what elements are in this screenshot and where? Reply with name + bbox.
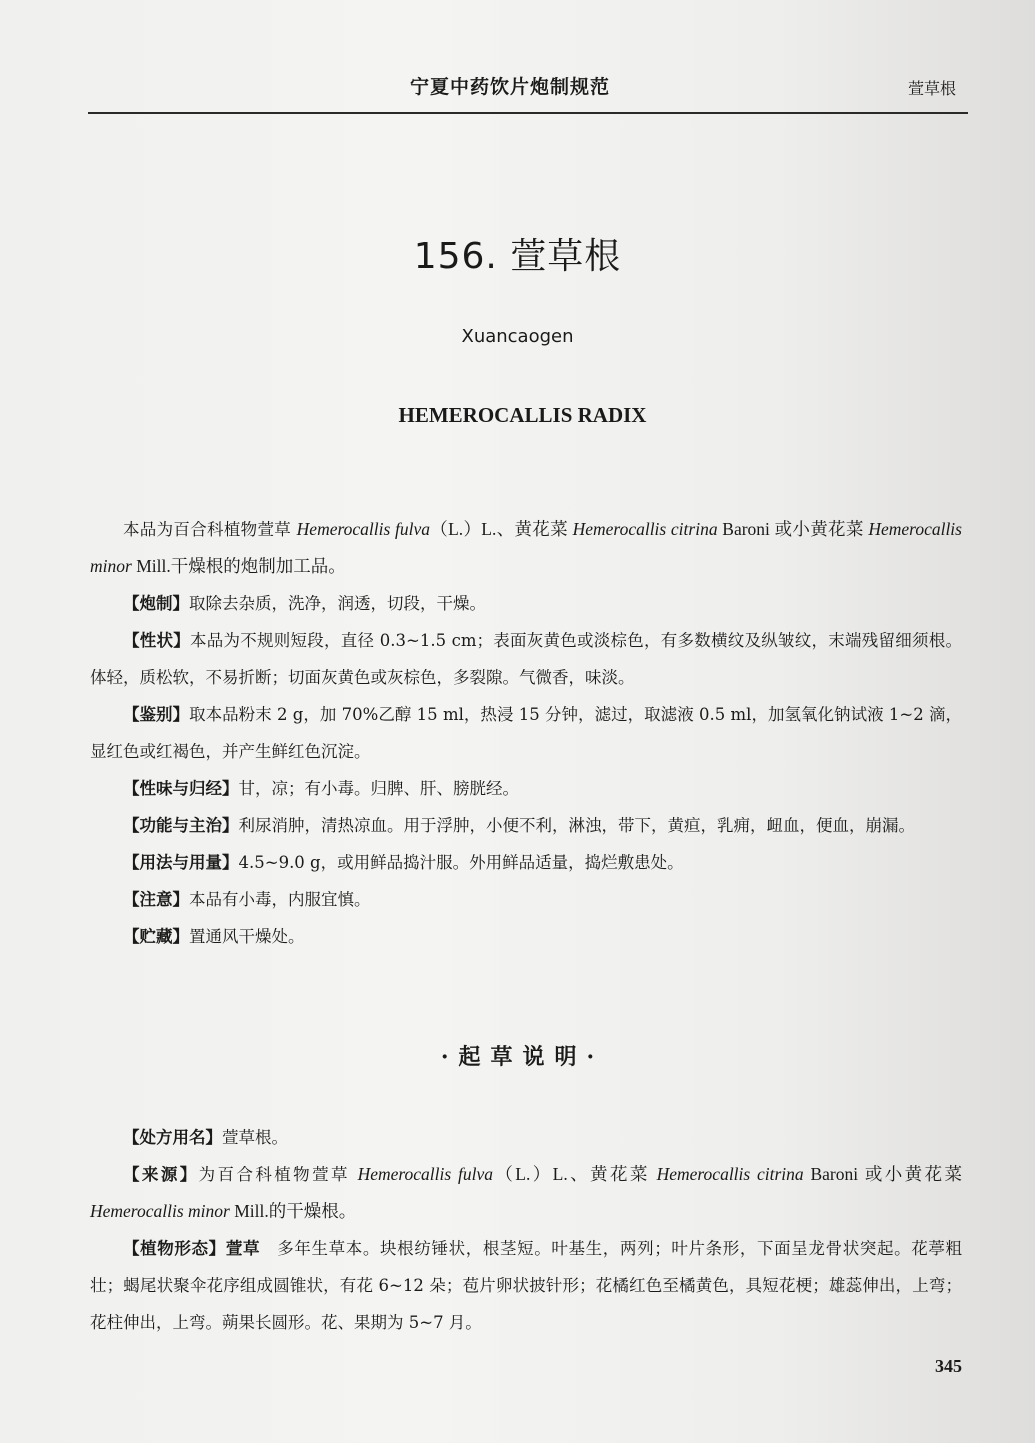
section-tag: 【来源】 [123,1165,199,1184]
section-text: 取除去杂质，洗净，润透，切段，干燥。 [189,594,486,613]
drafting-notes-title: ·起草说明· [440,1044,605,1070]
section-tag: 【注意】 [123,890,189,909]
section-text: 多年生草本。块根纺锤状，根茎短。叶基生，两列；叶片条形，下面呈龙骨状突起。花葶粗壮；蝎尾状聚伞花序组成圆锥状，有花 6~12 朵；苞片卵状披针形；花橘红色至橘黄色，具短花梗；雄蕊伸出，上弯；花柱伸出，上弯。蒴果长圆形。花、果期为 5~7 月。 [90,1239,963,1332]
species-name: Hemerocallis fulva [296,519,430,539]
pinyin-name: Xuancaogen [461,326,574,347]
running-header [90,72,962,112]
plant-subject: 萱草 [225,1239,261,1258]
species-name: Hemerocallis minor [90,519,962,576]
section-text: 为百合科植物萱草 [198,1165,358,1184]
section-prescription-name [90,1119,962,1156]
section-text: （L.）L.、黄花菜 [492,1164,657,1184]
section-property-meridian [90,770,962,807]
species-name: Hemerocallis citrina [572,519,718,539]
section-tag: 【处方用名】 [123,1128,222,1147]
section-tag: 【用法与用量】 [123,853,239,872]
section-storage [90,918,962,955]
section-text: Mill.的干燥根。 [229,1201,357,1221]
page-number: 345 [935,1356,962,1376]
chapter-name: 萱草根 [907,79,956,98]
species-name: Hemerocallis minor [90,1201,230,1221]
section-tag: 【性味与归经】 [123,779,239,798]
section-plant-morphology [90,1230,962,1341]
intro-text: （L.）L.、黄花菜 [429,519,573,539]
species-name: Hemerocallis fulva [357,1164,493,1184]
book-title: 宁夏中药饮片炮制规范 [410,76,611,98]
section-usage-dosage [90,844,962,881]
section-tag: 【炮制】 [123,594,189,613]
section-source [90,1156,962,1230]
intro-text: 本品为百合科植物萱草 [123,520,297,539]
latin-name: HEMEROCALLIS RADIX [398,403,647,427]
section-actions-indications [90,807,962,844]
section-processing [90,585,962,622]
section-identification [90,696,962,770]
section-text: 置通风干燥处。 [189,927,305,946]
section-tag: 【功能与主治】 [123,816,239,835]
section-precautions [90,881,962,918]
section-text: 取本品粉末 2 g，加 70%乙醇 15 ml，热浸 15 分钟，滤过，取滤液 0.5 ml，加氢氧化钠试液 1~2 滴，显红色或红褐色，并产生鲜红色沉淀。 [90,705,963,761]
section-text: 4.5~9.0 g，或用鲜品捣汁服。外用鲜品适量，捣烂敷患处。 [238,853,684,872]
header-rule [88,112,968,114]
section-text: 萱草根。 [222,1128,288,1147]
section-description [90,622,962,696]
intro-paragraph [90,511,962,585]
intro-text: Baroni 或小黄花菜 [717,519,869,539]
section-text: 甘，凉；有小毒。归脾、肝、膀胱经。 [238,779,519,798]
section-text: 本品有小毒，内服宜慎。 [189,890,371,909]
species-name: Hemerocallis citrina [656,1164,804,1184]
section-text: Baroni 或小黄花菜 [803,1164,962,1184]
section-text: 利尿消肿，清热凉血。用于浮肿，小便不利，淋浊，带下，黄疸，乳痈，衄血，便血，崩漏。 [238,816,915,835]
monograph-body [90,511,962,955]
section-tag: 【鉴别】 [123,705,190,724]
intro-text: Mill.干燥根的炮制加工品。 [131,556,346,576]
drafting-body [90,1119,962,1341]
monograph-title: 156. 萱草根 [413,236,622,277]
section-tag: 【贮藏】 [123,927,189,946]
section-tag: 【性状】 [123,631,191,650]
section-text: 本品为不规则短段，直径 0.3~1.5 cm；表面灰黄色或淡棕色，有多数横纹及纵皱纹，末端残留细须根。体轻，质松软，不易折断；切面灰黄色或灰棕色，多裂隙。气微香，味淡。 [90,631,963,687]
section-tag: 【植物形态】 [123,1239,226,1258]
